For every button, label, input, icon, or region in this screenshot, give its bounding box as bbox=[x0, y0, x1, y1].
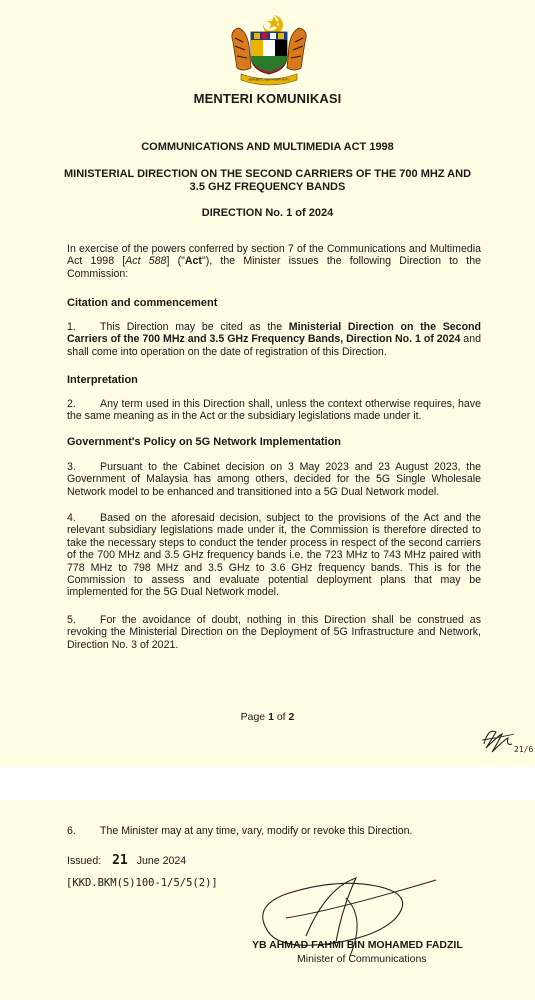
direction-title-line1: MINISTERIAL DIRECTION ON THE SECOND CARRIERS OF THE 700 MHZ AND bbox=[63, 168, 472, 180]
signatory-title: Minister of Communications bbox=[297, 953, 427, 965]
section-heading-citation: Citation and commencement bbox=[67, 297, 218, 309]
signatory-name: YB AHMAD FAHMI BIN MOHAMED FADZIL bbox=[252, 939, 463, 951]
paragraph-3 bbox=[67, 461, 481, 498]
page-of: of bbox=[273, 711, 289, 723]
preamble-text: "), the Minister issues the following Direction to the Commission: bbox=[67, 255, 481, 280]
issued-line bbox=[67, 853, 186, 868]
act-title: COMMUNICATIONS AND MULTIMEDIA ACT 1998 bbox=[141, 141, 394, 153]
direction-number: DIRECTION No. 1 of 2024 bbox=[201, 207, 334, 219]
crest-motto: BERSEKUTU BERTAMBAH MUTU bbox=[248, 78, 290, 82]
issued-day: 21 bbox=[112, 853, 128, 868]
paragraph-number: 4. bbox=[67, 512, 76, 524]
direction-title bbox=[60, 168, 475, 194]
section-heading-interpretation: Interpretation bbox=[67, 374, 138, 386]
paragraph-number: 6. bbox=[67, 825, 76, 837]
page-current: 1 bbox=[268, 711, 274, 723]
paragraph-text: This Direction may be cited as the bbox=[100, 321, 289, 333]
page-total: 2 bbox=[288, 711, 295, 723]
page-divider bbox=[0, 766, 535, 800]
paragraph-number: 2. bbox=[67, 398, 76, 410]
initials-signature bbox=[478, 722, 533, 760]
paragraph-text: and shall come into operation on the date of registration of this Direction. bbox=[67, 333, 481, 358]
act-reference: Act 588 bbox=[125, 255, 167, 268]
paragraph-text: For the avoidance of doubt, nothing in this Direction shall be construed as revoking the Ministerial Direction on the Deployment of 5G Infrastructure and Network, Direction No. 3 of 2021. bbox=[67, 614, 481, 651]
paragraph-2 bbox=[67, 398, 481, 423]
paragraph-text: Any term used in this Direction shall, unless the context otherwise requires, have the same meaning as in the Act or the subsidiary legislations made under it. bbox=[67, 398, 481, 423]
direction-citation: Ministerial Direction on the Second Carriers of the 700 MHz and 3.5 GHz Frequency Bands, Direction No. 1 of 2024 bbox=[67, 321, 481, 346]
reference-number: [KKD.BKM(S)100-1/5/5(2)] bbox=[66, 877, 218, 889]
section-heading-policy: Government's Policy on 5G Network Implementation bbox=[67, 436, 342, 448]
paragraph-text: The Minister may at any time, vary, modify or revoke this Direction. bbox=[100, 825, 413, 837]
paragraph-4 bbox=[67, 512, 481, 599]
preamble bbox=[67, 243, 481, 280]
direction-title-line2: 3.5 GHZ FREQUENCY BANDS bbox=[189, 181, 346, 193]
issued-month-year: June 2024 bbox=[136, 855, 187, 867]
paragraph-number: 1. bbox=[67, 321, 76, 333]
page-number-label: Page bbox=[240, 711, 269, 723]
preamble-text: ] (" bbox=[166, 255, 185, 268]
issued-label: Issued: bbox=[67, 855, 102, 867]
ministry-title: MENTERI KOMUNIKASI bbox=[193, 91, 342, 106]
paragraph-number: 5. bbox=[67, 614, 76, 626]
paragraph-6 bbox=[67, 825, 412, 837]
coat-of-arms-icon bbox=[227, 12, 311, 88]
paragraph-5 bbox=[67, 614, 481, 651]
paragraph-text: Pursuant to the Cabinet decision on 3 May 2023 and 23 August 2023, the Government of Malaysia has among others, decided for the 5G Single Wholesale Network model to be enhanced and transitioned into a 5G Dual Network model. bbox=[67, 461, 481, 498]
paragraph-number: 3. bbox=[67, 461, 76, 473]
page-number bbox=[0, 711, 535, 723]
preamble-text: In exercise of the powers conferred by section 7 of the Communications and Multimedia Act 1998 [ bbox=[67, 243, 481, 268]
paragraph-1 bbox=[67, 321, 481, 358]
initials-date: 21/6 bbox=[514, 745, 533, 754]
act-short: Act bbox=[184, 255, 202, 268]
paragraph-text: Based on the aforesaid decision, subject to the provisions of the Act and the relevant subsidiary legislations made under it, the Commission is therefore directed to take the necessary steps to conduct the tender process in respect of the second carriers of the 700 MHz and 3.5 GHz frequency bands i.e. the 723 MHz to 743 MHz paired with 778 MHz to 798 MHz and 3.5 GHz to 3.6 GHz frequency bands. This is for the Commission to assess and evaluate potential deployment plans that may be implemented for the 5G Dual Network model. bbox=[67, 512, 481, 599]
